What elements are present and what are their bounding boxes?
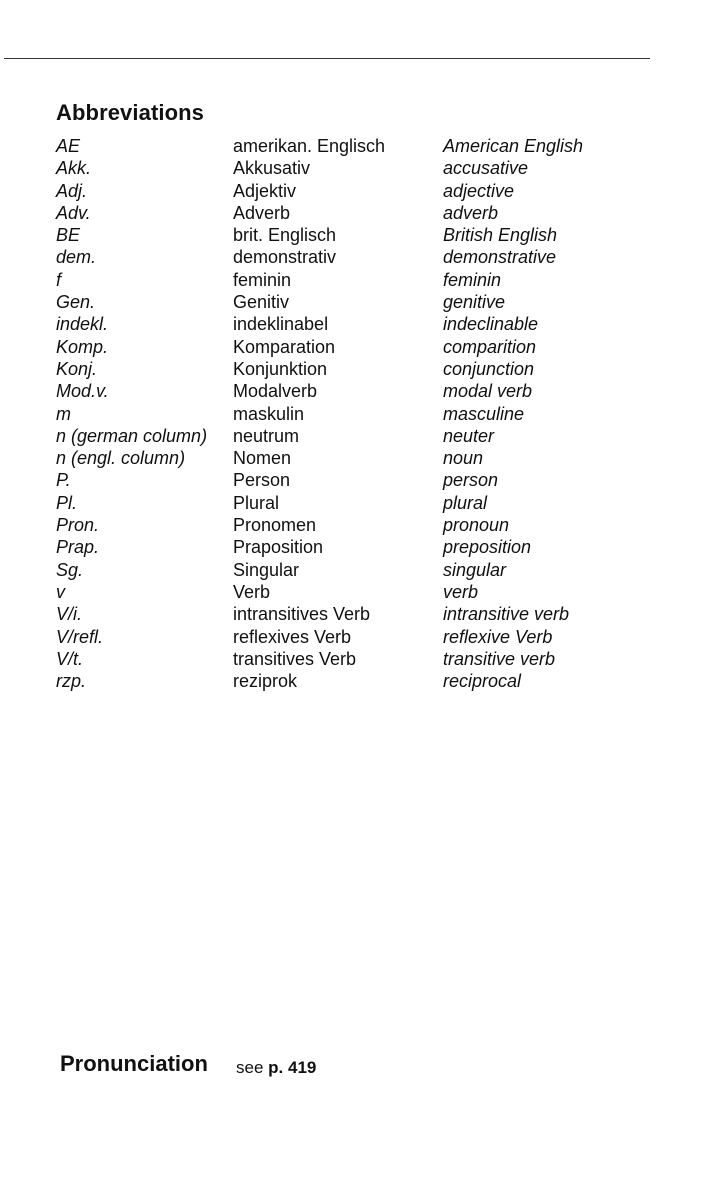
abbreviation-cell: P. (56, 470, 71, 491)
see-label: see (236, 1058, 264, 1077)
table-row (56, 224, 656, 246)
abbreviation-cell: Gen. (56, 292, 96, 313)
abbreviation-cell: Prap. (56, 537, 100, 558)
english-term-cell: neuter (443, 425, 495, 446)
table-row (56, 670, 656, 692)
english-term-cell: comparition (443, 336, 537, 357)
abbreviation-cell: Adj. (56, 180, 88, 201)
english-term-cell: feminin (443, 269, 502, 290)
german-term-cell: Praposition (233, 537, 324, 558)
english-term-cell: modal verb (443, 381, 533, 402)
english-term-cell: American English (443, 136, 584, 156)
top-rule (4, 58, 650, 59)
english-term-cell: adjective (443, 180, 515, 201)
abbreviation-cell: Mod.v. (56, 381, 109, 402)
table-row (56, 358, 656, 380)
english-term-cell: indeclinable (443, 314, 539, 335)
table-row (56, 403, 656, 425)
german-term-cell: maskulin (233, 403, 305, 424)
german-term-cell: demonstrativ (233, 247, 337, 268)
german-term-cell: Nomen (233, 448, 292, 469)
abbreviation-cell: m (56, 403, 71, 424)
page-reference[interactable]: p. 419 (268, 1058, 317, 1077)
english-term-cell: preposition (443, 537, 532, 558)
table-row (56, 536, 656, 558)
table-row (56, 648, 656, 670)
english-term-cell: conjunction (443, 358, 535, 379)
english-term-cell: adverb (443, 202, 499, 223)
abbreviation-cell: Akk. (56, 158, 92, 179)
german-term-cell: indeklinabel (233, 314, 329, 335)
german-term-cell: Genitiv (233, 292, 290, 313)
table-row (56, 157, 656, 179)
english-term-cell: British English (443, 225, 558, 246)
english-term-cell: verb (443, 581, 479, 602)
table-row (56, 135, 656, 157)
english-term-cell: transitive verb (443, 648, 556, 669)
abbreviation-cell: BE (56, 225, 81, 246)
abbreviation-cell: Konj. (56, 358, 98, 379)
english-term-cell: noun (443, 448, 484, 469)
abbreviation-cell: Pl. (56, 492, 78, 513)
table-row (56, 581, 656, 603)
english-term-cell: accusative (443, 158, 529, 179)
table-row (56, 313, 656, 335)
table-row (56, 380, 656, 402)
pronunciation-section (60, 1050, 317, 1078)
english-term-cell: reflexive Verb (443, 626, 553, 647)
german-term-cell: Adjektiv (233, 180, 297, 201)
german-term-cell: Verb (233, 581, 271, 602)
table-row (56, 180, 656, 202)
english-term-cell: intransitive verb (443, 604, 570, 625)
german-term-cell: reflexives Verb (233, 626, 352, 647)
abbreviation-cell: V/i. (56, 604, 83, 625)
abbreviations-heading: Abbreviations (56, 100, 204, 125)
german-term-cell: Modalverb (233, 381, 318, 402)
table-row (56, 291, 656, 313)
english-term-cell: masculine (443, 403, 525, 424)
german-term-cell: intransitives Verb (233, 604, 371, 625)
table-row (56, 559, 656, 581)
german-term-cell: feminin (233, 269, 292, 290)
table-row (56, 626, 656, 648)
german-term-cell: Akkusativ (233, 158, 311, 179)
abbreviation-cell: Komp. (56, 336, 109, 357)
german-term-cell: Adverb (233, 202, 291, 223)
table-row (56, 469, 656, 491)
abbreviation-cell: n (engl. column) (56, 448, 186, 469)
english-term-cell: reciprocal (443, 671, 522, 692)
table-row (56, 269, 656, 291)
abbreviation-cell: AE (56, 136, 81, 156)
table-row (56, 514, 656, 536)
german-term-cell: transitives Verb (233, 648, 357, 669)
table-row (56, 246, 656, 268)
abbreviation-cell: V/t. (56, 648, 84, 669)
german-term-cell: Konjunktion (233, 358, 328, 379)
german-term-cell: neutrum (233, 425, 300, 446)
english-term-cell: demonstrative (443, 247, 557, 268)
german-term-cell: Singular (233, 559, 300, 580)
table-row (56, 603, 656, 625)
abbreviation-cell: rzp. (56, 671, 87, 692)
german-term-cell: Komparation (233, 336, 336, 357)
table-row (56, 336, 656, 358)
table-row (56, 447, 656, 469)
abbreviation-cell: V/refl. (56, 626, 104, 647)
abbreviations-table (56, 135, 656, 692)
abbreviation-cell: indekl. (56, 314, 109, 335)
english-term-cell: genitive (443, 292, 506, 313)
abbreviation-cell: Sg. (56, 559, 84, 580)
german-term-cell: brit. Englisch (233, 225, 337, 246)
abbreviation-cell: Pron. (56, 515, 100, 536)
abbreviation-cell: v (56, 581, 65, 602)
english-term-cell: pronoun (443, 515, 510, 536)
english-term-cell: person (443, 470, 499, 491)
pronunciation-reference (236, 1054, 316, 1082)
german-term-cell: Plural (233, 492, 280, 513)
english-term-cell: singular (443, 559, 507, 580)
abbreviation-cell: n (german column) (56, 425, 208, 446)
abbreviation-cell: Adv. (56, 202, 91, 223)
table-row (56, 202, 656, 224)
german-term-cell: amerikan. Englisch (233, 136, 386, 156)
abbreviation-cell: dem. (56, 247, 97, 268)
german-term-cell: reziprok (233, 671, 298, 692)
german-term-cell: Person (233, 470, 291, 491)
german-term-cell: Pronomen (233, 515, 317, 536)
table-row (56, 425, 656, 447)
pronunciation-title: Pronunciation (60, 1051, 208, 1076)
table-row (56, 492, 656, 514)
english-term-cell: plural (443, 492, 488, 513)
abbreviation-cell: f (56, 269, 62, 290)
